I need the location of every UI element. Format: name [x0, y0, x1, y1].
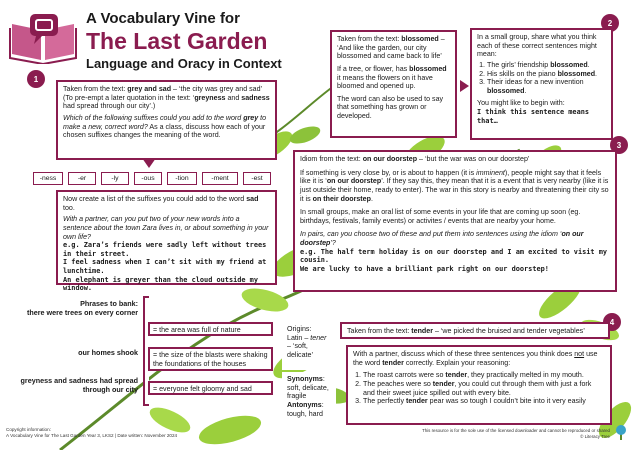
box-sad-suffixes [56, 190, 277, 293]
subtitle: Language and Oracy in Context [86, 56, 282, 71]
phrase-meaning-2: = the size of the blasts were shaking the foundations of the houses [148, 347, 273, 371]
box-blossomed-discussion [470, 28, 613, 140]
list-item: 2. His skills on the piano blossomed. [487, 70, 606, 79]
doorstep-meaning: If something is very close by, or is about to happen (it is imminent), people might say that it feels like it is ‘on our doorstep’. If they say this, they mean that it is a event that is very nearby (like it is just outside their home, ready to enter). The war in this story is nearby and threatening their city so it is on their doorstep. [300, 168, 609, 203]
blossomed-discussion-intro: In a small group, share what you think each of these correct sentences might mean: [477, 33, 597, 59]
box-grey-sad [56, 80, 277, 160]
book-logo-icon [8, 6, 78, 64]
box-tender-discussion [346, 345, 612, 425]
list-item: 2. The peaches were so tender, you could cut through them with just a fork and their sweet juice spilled out with every bite. [363, 380, 605, 397]
arrow-down-icon [142, 158, 156, 168]
blossomed-meaning: If a tree, or flower, has blossomed it means the flowers on it have bloomed and opened up. [337, 64, 447, 91]
box-origins [282, 322, 332, 370]
sad-suffixes-partner: With a partner, can you put two of your new words into a sentence about the town Zara lives in, or about something in your own life? [63, 215, 269, 241]
phrase-greyness-sadness: greyness and sadness had spread through our city [20, 376, 138, 394]
title-line2: The Last Garden [86, 28, 268, 54]
origins-label: Origins: [287, 325, 312, 333]
badge-2: 2 [601, 14, 619, 32]
phrase-meaning-3: = everyone felt gloomy and sad [148, 381, 273, 395]
box-synonyms [282, 372, 336, 430]
tender-sentence-list [353, 371, 605, 406]
list-item: 1. The roast carrots were so tender, they practically melted in my mouth. [363, 371, 605, 380]
suffix-chip: -tion [167, 172, 197, 185]
box-tender-heading: Taken from the text: tender – ‘we picked the bruised and tender vegetables’ [340, 322, 610, 339]
badge-4: 4 [603, 313, 621, 331]
suffix-chip: -est [243, 172, 271, 185]
doorstep-intro: Idiom from the text: on our doorstep – ‘but the war was on our doorstep’ [300, 155, 530, 163]
box-on-our-doorstep [293, 150, 617, 292]
badge-3: 3 [610, 136, 628, 154]
blossomed-other-use: The word can also be used to say that something has grown or developed. [337, 94, 444, 121]
sad-example-2: I feel sadness when I can’t sit with my friend at lunchtime. [63, 258, 267, 276]
blossomed-sentence-starter: I think this sentence means that… [477, 108, 590, 125]
list-item: 3. Their ideas for a new invention blossomed. [487, 78, 606, 95]
suffix-chip: -ment [202, 172, 238, 185]
phrases-bank-label: Phrases to bank: there were trees on every corner [26, 299, 138, 317]
sad-example-3: An elephant is greyer than the cloud outside my window. [63, 275, 258, 293]
phrase-homes-shook: our homes shook [78, 348, 138, 357]
arrow-right-icon [460, 80, 469, 92]
phrase-meaning-1: = the area was full of nature [148, 322, 273, 336]
suffix-chip: -ous [134, 172, 162, 185]
title-line1: A Vocabulary Vine for [86, 10, 240, 27]
footer-copyright: Copyright information: A Vocabulary Vine for The Last Garden Year 3, LKS2 | Date written: November 2024 [6, 427, 178, 438]
suffix-chip: -er [68, 172, 96, 185]
footer-license: This resource is for the sole use of the licensed downloader and cannot be reproduced or shared © Literacy Tree [422, 428, 610, 439]
origins-text: Latin – tener – ‘soft, delicate’ [287, 333, 327, 359]
sad-suffixes-intro: Now create a list of the suffixes you could add to the word sad too. [63, 195, 259, 212]
doorstep-pair-task: In pairs, can you choose two of these and put them into sentences using the idiom ‘on our doorstep’? [300, 230, 584, 248]
sad-example-1: e.g. Zara’s friends were sadly left without trees in their street. [63, 241, 267, 258]
blossomed-intro: Taken from the text: blossomed – ‘And like the garden, our city blossomed and came back to life’ [337, 35, 445, 61]
suffix-chip: -ly [101, 172, 129, 185]
list-item: 3. The perfectly tender pear was so tough I couldn’t bite into it very easily [363, 397, 605, 406]
blossomed-begin-label: You might like to begin with: [477, 99, 565, 108]
tender-intro: With a partner, discuss which of these three sentences you think does not use the word tender correctly. Explain your reasoning: [353, 350, 598, 367]
blossomed-sentence-list [477, 61, 606, 96]
doorstep-group-task: In small groups, make an oral list of some events in your life that are coming up soon (eg. birthdays, festivals, family events) or activites / events that are nearby your home. [300, 208, 581, 225]
doorstep-example-2: We are lucky to have a brilliant park right on our doorstep! [300, 265, 549, 274]
antonyms-text: Antonyms: tough, hard [287, 400, 324, 418]
grey-sad-question: Which of the following suffixes could you add to the word grey to make a new, correct word? As a class, discuss how each of your chosen suffixes changes the meaning of the word. [63, 113, 267, 140]
doorstep-example-1: e.g. The half term holiday is on our doorstep and I am excited to visit my cousin. [300, 247, 607, 265]
literacy-tree-logo-icon [614, 424, 628, 440]
grey-sad-intro: Taken from the text: grey and sad – ‘the city was grey and sad’ (To pre-empt a later quotation in the text: ‘greyness and sadness had spread through our city’.) [63, 85, 270, 111]
list-item: 1. The girls’ friendship blossomed. [487, 61, 606, 70]
synonyms-text: Synonyms: soft, delicate, fragile [287, 375, 329, 401]
suffix-chip: -ness [33, 172, 63, 185]
box-blossomed [330, 30, 457, 138]
badge-1: 1 [27, 70, 45, 88]
